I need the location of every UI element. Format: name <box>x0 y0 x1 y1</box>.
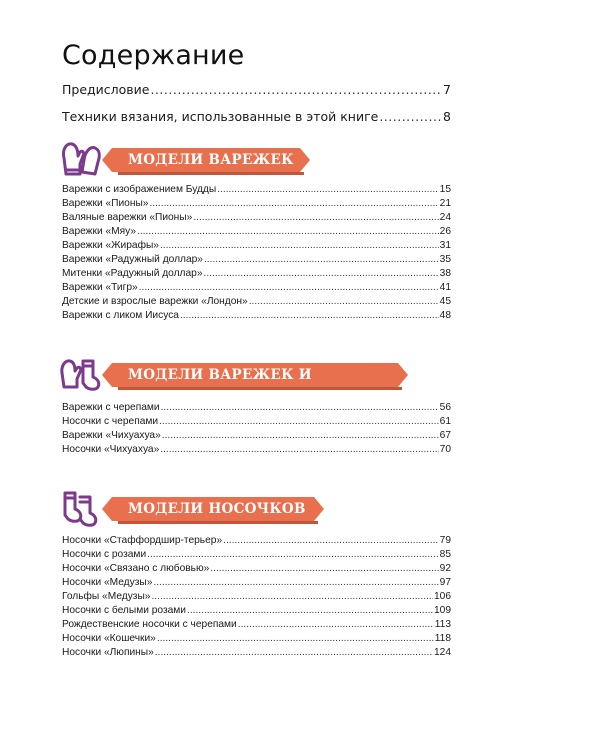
toc-entry[interactable] <box>62 254 451 265</box>
dot-leader <box>139 282 439 293</box>
toc-entry-page: 109 <box>434 605 451 616</box>
toc-entry-page: 7 <box>443 82 451 97</box>
toc-entry-title: Техники вязания, использованные в этой книге <box>62 109 379 124</box>
toc-entry-page: 15 <box>439 184 451 195</box>
dot-leader <box>238 619 434 630</box>
toc-entry-title: Варежки с черепами <box>62 402 160 413</box>
toc-entry-page: 41 <box>439 282 451 293</box>
toc-entry-title: Носочки с черепами <box>62 416 159 427</box>
toc-entry-title: Гольфы «Медузы» <box>62 591 151 602</box>
toc-entry-title: Предисловие <box>62 82 150 97</box>
toc-entry[interactable] <box>62 296 451 307</box>
toc-entry[interactable] <box>62 282 451 293</box>
toc-entry[interactable] <box>62 430 451 441</box>
dot-leader <box>223 535 439 546</box>
toc-entry-page: 38 <box>439 268 451 279</box>
toc-entry[interactable] <box>62 402 451 413</box>
mitten-and-sock-icon <box>58 353 104 395</box>
toc-entry-page: 106 <box>434 591 451 602</box>
toc-entry-title: Рождественские носочки с черепами <box>62 619 237 630</box>
toc-entry-page: 8 <box>443 109 451 124</box>
toc-entry-title: Носочки «Чихуахуа» <box>62 444 160 455</box>
dot-leader <box>187 605 433 616</box>
toc-entry-page: 118 <box>434 633 451 644</box>
toc-entry-page: 48 <box>439 310 451 321</box>
dot-leader <box>149 198 438 209</box>
section-heading-text: МОДЕЛИ ВАРЕЖЕК <box>128 152 294 168</box>
toc-entry[interactable] <box>62 563 451 574</box>
section-heading-text: МОДЕЛИ НОСОЧКОВ <box>128 501 306 517</box>
toc-entry[interactable] <box>62 444 451 455</box>
toc-entry-page: 26 <box>439 226 451 237</box>
toc-entry[interactable] <box>62 184 451 195</box>
dot-leader <box>217 184 438 195</box>
dot-leader <box>379 109 442 124</box>
dot-leader <box>249 296 439 307</box>
toc-entry-page: 56 <box>439 402 451 413</box>
toc-entry-page: 61 <box>439 416 451 427</box>
dot-leader <box>157 633 434 644</box>
toc-entry[interactable] <box>62 212 451 223</box>
dot-leader <box>161 402 439 413</box>
dot-leader <box>137 226 439 237</box>
dot-leader <box>162 430 439 441</box>
toc-entry[interactable] <box>62 268 451 279</box>
dot-leader <box>180 310 439 321</box>
toc-entry[interactable] <box>62 82 451 97</box>
toc-entry[interactable] <box>62 605 451 616</box>
toc-entry-title: Варежки «Тигр» <box>62 282 138 293</box>
toc-entry-title: Варежки «Чихуахуа» <box>62 430 161 441</box>
toc-entry[interactable] <box>62 577 451 588</box>
toc-entry-page: 70 <box>439 444 451 455</box>
toc-entry[interactable] <box>62 310 451 321</box>
toc-entry-title: Носочки «Связано с любовью» <box>62 563 210 574</box>
dot-leader <box>210 563 438 574</box>
dot-leader <box>151 591 433 602</box>
section-heading <box>112 363 398 407</box>
dot-leader <box>159 416 439 427</box>
toc-entry-title: Варежки с ликом Иисуса <box>62 310 179 321</box>
toc-entry[interactable] <box>62 619 451 630</box>
socks-icon <box>58 487 104 529</box>
toc-entry[interactable] <box>62 109 451 124</box>
dot-leader <box>153 577 438 588</box>
dot-leader <box>204 254 439 265</box>
toc-entry[interactable] <box>62 198 451 209</box>
toc-entry[interactable] <box>62 591 451 602</box>
toc-entry-page: 67 <box>439 430 451 441</box>
toc-entry-title: Варежки «Мяу» <box>62 226 137 237</box>
toc-entry-page: 97 <box>439 577 451 588</box>
toc-entry-title: Носочки «Медузы» <box>62 577 153 588</box>
toc-entry-page: 124 <box>434 647 451 658</box>
dot-leader <box>160 444 438 455</box>
page-title: Содержание <box>62 40 245 71</box>
dot-leader <box>147 549 439 560</box>
toc-entry-title: Носочки «Люпины» <box>62 647 154 658</box>
toc-entry-title: Носочки с розами <box>62 549 147 560</box>
dot-leader <box>193 212 438 223</box>
toc-entry-title: Носочки «Кошечки» <box>62 633 156 644</box>
toc-entry-page: 21 <box>439 198 451 209</box>
section-heading <box>112 148 300 172</box>
toc-entry-page: 24 <box>439 212 451 223</box>
toc-entry-page: 31 <box>439 240 451 251</box>
toc-entry[interactable] <box>62 647 451 658</box>
section-heading <box>112 497 314 521</box>
toc-entry-title: Валяные варежки «Пионы» <box>62 212 193 223</box>
toc-entry-title: Носочки с белыми розами <box>62 605 186 616</box>
toc-entry-page: 35 <box>439 254 451 265</box>
dot-leader <box>150 82 442 97</box>
toc-entry-title: Варежки с изображением Будды <box>62 184 217 195</box>
toc-entry-title: Варежки «Жирафы» <box>62 240 159 251</box>
toc-entry-page: 113 <box>434 619 451 630</box>
toc-entry-page: 45 <box>439 296 451 307</box>
toc-entry-title: Варежки «Радужный доллар» <box>62 254 203 265</box>
toc-entry[interactable] <box>62 633 451 644</box>
toc-entry[interactable] <box>62 416 451 427</box>
toc-entry-page: 85 <box>439 549 451 560</box>
toc-entry-title: Носочки «Стаффордшир-терьер» <box>62 535 223 546</box>
toc-entry-title: Детские и взрослые варежки «Лондон» <box>62 296 248 307</box>
toc-entry-page: 92 <box>439 563 451 574</box>
toc-entry-title: Варежки «Пионы» <box>62 198 149 209</box>
toc-entry[interactable] <box>62 549 451 560</box>
mittens-icon <box>58 138 104 180</box>
dot-leader <box>155 647 433 658</box>
toc-entry-page: 79 <box>439 535 451 546</box>
toc-entry[interactable] <box>62 226 451 237</box>
section-heading-text: МОДЕЛИ ВАРЕЖЕК И НОСОЧКОВ <box>128 367 312 407</box>
toc-entry[interactable] <box>62 535 451 546</box>
dot-leader <box>204 268 439 279</box>
dot-leader <box>160 240 439 251</box>
toc-entry-title: Митенки «Радужный доллар» <box>62 268 203 279</box>
toc-entry[interactable] <box>62 240 451 251</box>
